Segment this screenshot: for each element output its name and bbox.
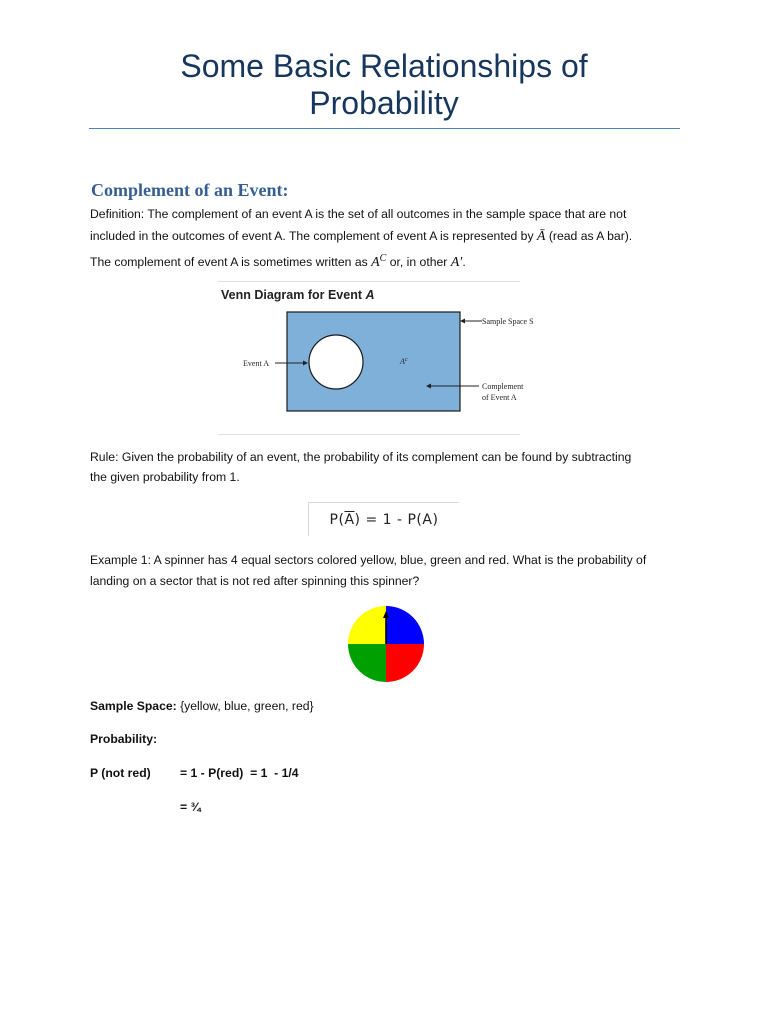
definition-line-3-text: The complement of event A is sometimes written as <box>90 255 372 270</box>
sample-space-arrowhead <box>460 319 465 324</box>
sample-space-label-text: Sample Space: <box>90 699 177 713</box>
spinner-sector-red <box>386 644 424 682</box>
formula-a-bar: $\overline{A}$ <box>344 511 355 528</box>
section-heading: Complement of an Event: <box>91 180 289 200</box>
definition-line-2-text: included in the outcomes of event A. The complement of event A is represented by <box>90 229 537 243</box>
calc-lhs: P (not red) <box>90 766 151 780</box>
sample-space-label: Sample Space S <box>482 317 534 326</box>
calc-rhs-line-1: = 1 - P(red) = 1 - 1/4 <box>180 766 299 780</box>
venn-diagram <box>218 300 538 430</box>
page-title-line-1: Some Basic Relationships of <box>180 48 588 84</box>
calc-rhs-line-2: = ¾ <box>180 800 201 814</box>
definition-line-3 <box>90 248 680 273</box>
spinner-sector-blue <box>386 606 424 644</box>
probability-label: Probability: <box>90 732 158 746</box>
a-complement-label-var: A <box>400 357 405 366</box>
a-complement-label-sup: c <box>404 357 408 363</box>
formula-left: P( <box>329 511 345 528</box>
sample-space-value: {yellow, blue, green, red} <box>176 699 314 713</box>
sample-space-line <box>90 696 680 717</box>
venn-title-var: A <box>365 288 375 302</box>
a-bar-symbol: Ā <box>536 229 546 244</box>
definition-line-3-end: . <box>462 255 466 270</box>
definition-line-3-mid: or, in other <box>386 255 451 270</box>
definition-line-2 <box>90 226 680 247</box>
spinner-sector-yellow <box>348 606 386 644</box>
complement-label-line-2: of Event A <box>482 393 517 402</box>
event-a-label: Event A <box>243 359 269 368</box>
definition-line-1: Definition: The complement of an event A is the set of all outcomes in the sample space that are not <box>90 207 627 221</box>
a-complement-superscript: C <box>379 253 387 264</box>
complement-formula <box>308 502 459 536</box>
spinner-sector-green <box>348 644 386 682</box>
event-a-circle <box>309 335 363 389</box>
rule-line-1: Rule: Given the probability of an event, the probability of its complement can be found by subtracting <box>90 450 632 464</box>
page-title-line-2: Probability <box>309 85 459 121</box>
a-prime-symbol: A′ <box>450 255 463 271</box>
title-divider <box>89 128 680 129</box>
definition-line-2-tail: (read as A bar). <box>545 229 633 243</box>
complement-label-line-1: Complement <box>482 382 524 391</box>
example-line-2: landing on a sector that is not red after spinning this spinner? <box>90 574 420 588</box>
formula-right: ) = 1 - P(A) <box>354 511 439 528</box>
spinner-image <box>345 603 427 685</box>
rule-line-2: the given probability from 1. <box>90 470 240 484</box>
a-complement-symbol: A <box>371 255 380 271</box>
venn-title-text: Venn Diagram for Event <box>221 288 366 302</box>
example-line-1: Example 1: A spinner has 4 equal sectors colored yellow, blue, green and red. What is the probability of <box>90 553 647 567</box>
